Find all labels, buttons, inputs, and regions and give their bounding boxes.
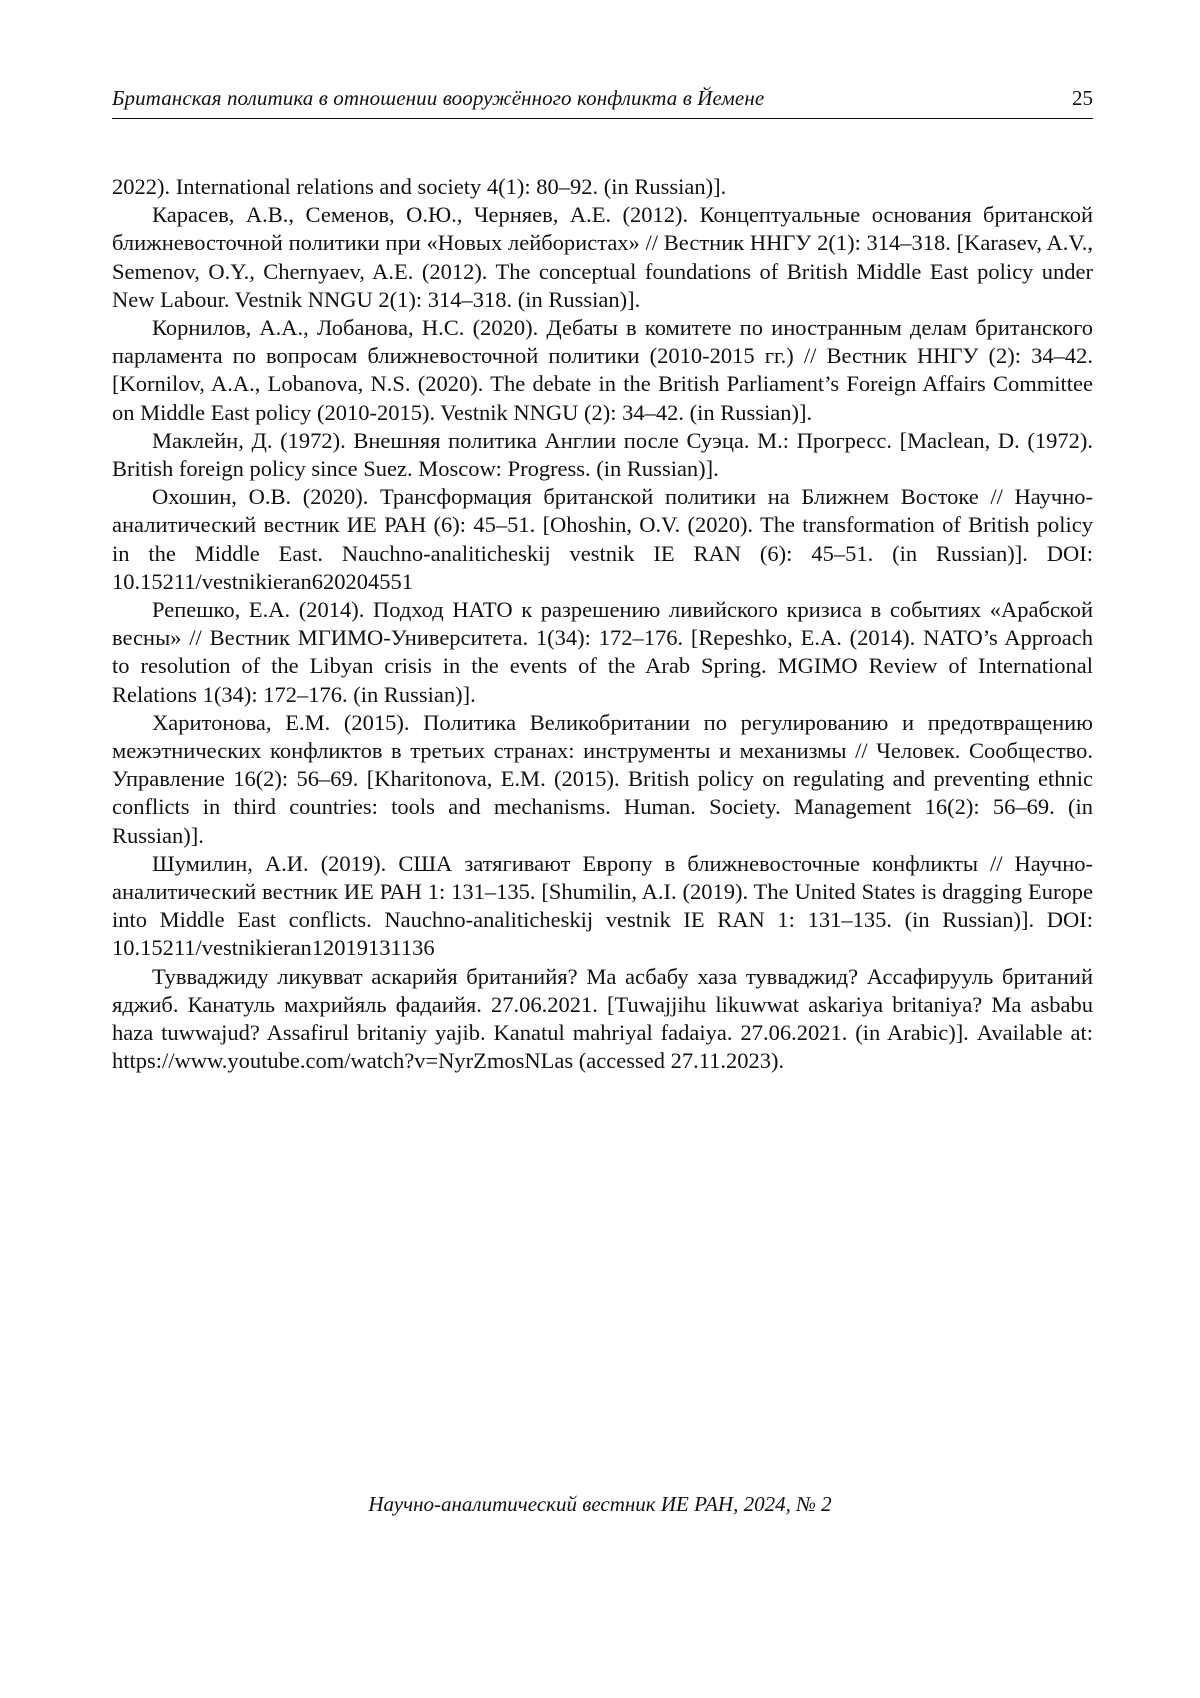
- reference-item: Карасев, А.В., Семенов, О.Ю., Черняев, А.Е. (2012). Концептуальные основания британской ближневосточной политики при «Новых лейбористах» // Вестник ННГУ 2(1): 314–318. [Karasev, A.V., Semenov, O.Y., Chernyaev, A.E. (2012). The conceptual foundations of British Middle East policy under New Labour. Vestnik NNGU 2(1): 314–318. (in Russian)].: [112, 202, 1093, 312]
- page-number: 25: [1072, 86, 1093, 110]
- reference-item: Маклейн, Д. (1972). Внешняя политика Англии после Суэца. М.: Прогресс. [Maclean, D. (1972). British foreign policy since Suez. Moscow: Progress. (in Russian)].: [112, 427, 1093, 482]
- running-title: Британская политика в отношении вооружённого конфликта в Йемене: [112, 86, 765, 110]
- reference-list: [112, 173, 1093, 1076]
- reference-item: 2022). International relations and society 4(1): 80–92. (in Russian)].: [112, 174, 727, 199]
- journal-footer: Научно-аналитический вестник ИЕ РАН, 2024, № 2: [368, 1492, 832, 1516]
- reference-item: Тувваджиду ликувват аскарийя британийя? Ма асбабу хаза тувваджид? Ассафирууль британий яджиб. Канатуль махрийяль фадаийя. 27.06.2021. [Tuwajjihu likuwwat askariya britaniya? Ma asbabu haza tuwwajud? Assafirul britaniy yajib. Kanatul mahriyal fadaiya. 27.06.2021. (in Arabic)]. Available at: https://www.youtube.com/watch?v=NyrZmosNLas (accessed 27.11.2023).: [112, 963, 1093, 1074]
- reference-item: Шумилин, А.И. (2019). США затягивают Европу в ближневосточные конфликты // Научно-аналитический вестник ИЕ РАН 1: 131–135. [Shumilin, A.I. (2019). The United States is dragging Europe into Middle East conflicts. Nauchno-analiticheskij vestnik IE RAN 1: 131–135. (in Russian)]. DOI: 10.15211/vestnikieran12019131136: [112, 850, 1093, 961]
- reference-item: Охошин, О.В. (2020). Трансформация британской политики на Ближнем Востоке // Научно-аналитический вестник ИЕ РАН (6): 45–51. [Ohoshin, O.V. (2020). The transformation of British policy in the Middle East. Nauchno-analiticheskij vestnik IE RAN (6): 45–51. (in Russian)]. DOI: 10.15211/vestnikieran620204551: [112, 484, 1093, 594]
- reference-item: Репешко, Е.А. (2014). Подход НАТО к разрешению ливийского кризиса в событиях «Арабской весны» // Вестник МГИМО-Университета. 1(34): 172–176. [Repeshko, E.A. (2014). NATO’s Approach to resolution of the Libyan crisis in the events of the Arab Spring. MGIMO Review of International Relations 1(34): 172–176. (in Russian)].: [112, 597, 1093, 707]
- reference-item: Корнилов, А.А., Лобанова, Н.С. (2020). Дебаты в комитете по иностранным делам британского парламента по вопросам ближневосточной политики (2010-2015 гг.) // Вестник ННГУ (2): 34–42. [Kornilov, A.A., Lobanova, N.S. (2020). The debate in the British Parliament’s Foreign Affairs Committee on Middle East policy (2010-2015). Vestnik NNGU (2): 34–42. (in Russian)].: [112, 315, 1093, 425]
- running-header: [112, 84, 1093, 119]
- reference-item: Харитонова, Е.М. (2015). Политика Великобритании по регулированию и предотвращению межэтнических конфликтов в третьих странах: инструменты и механизмы // Человек. Сообщество. Управление 16(2): 56–69. [Kharitonova, E.M. (2015). British policy on regulating and preventing ethnic conflicts in third countries: tools and mechanisms. Human. Society. Management 16(2): 56–69. (in Russian)].: [112, 709, 1093, 848]
